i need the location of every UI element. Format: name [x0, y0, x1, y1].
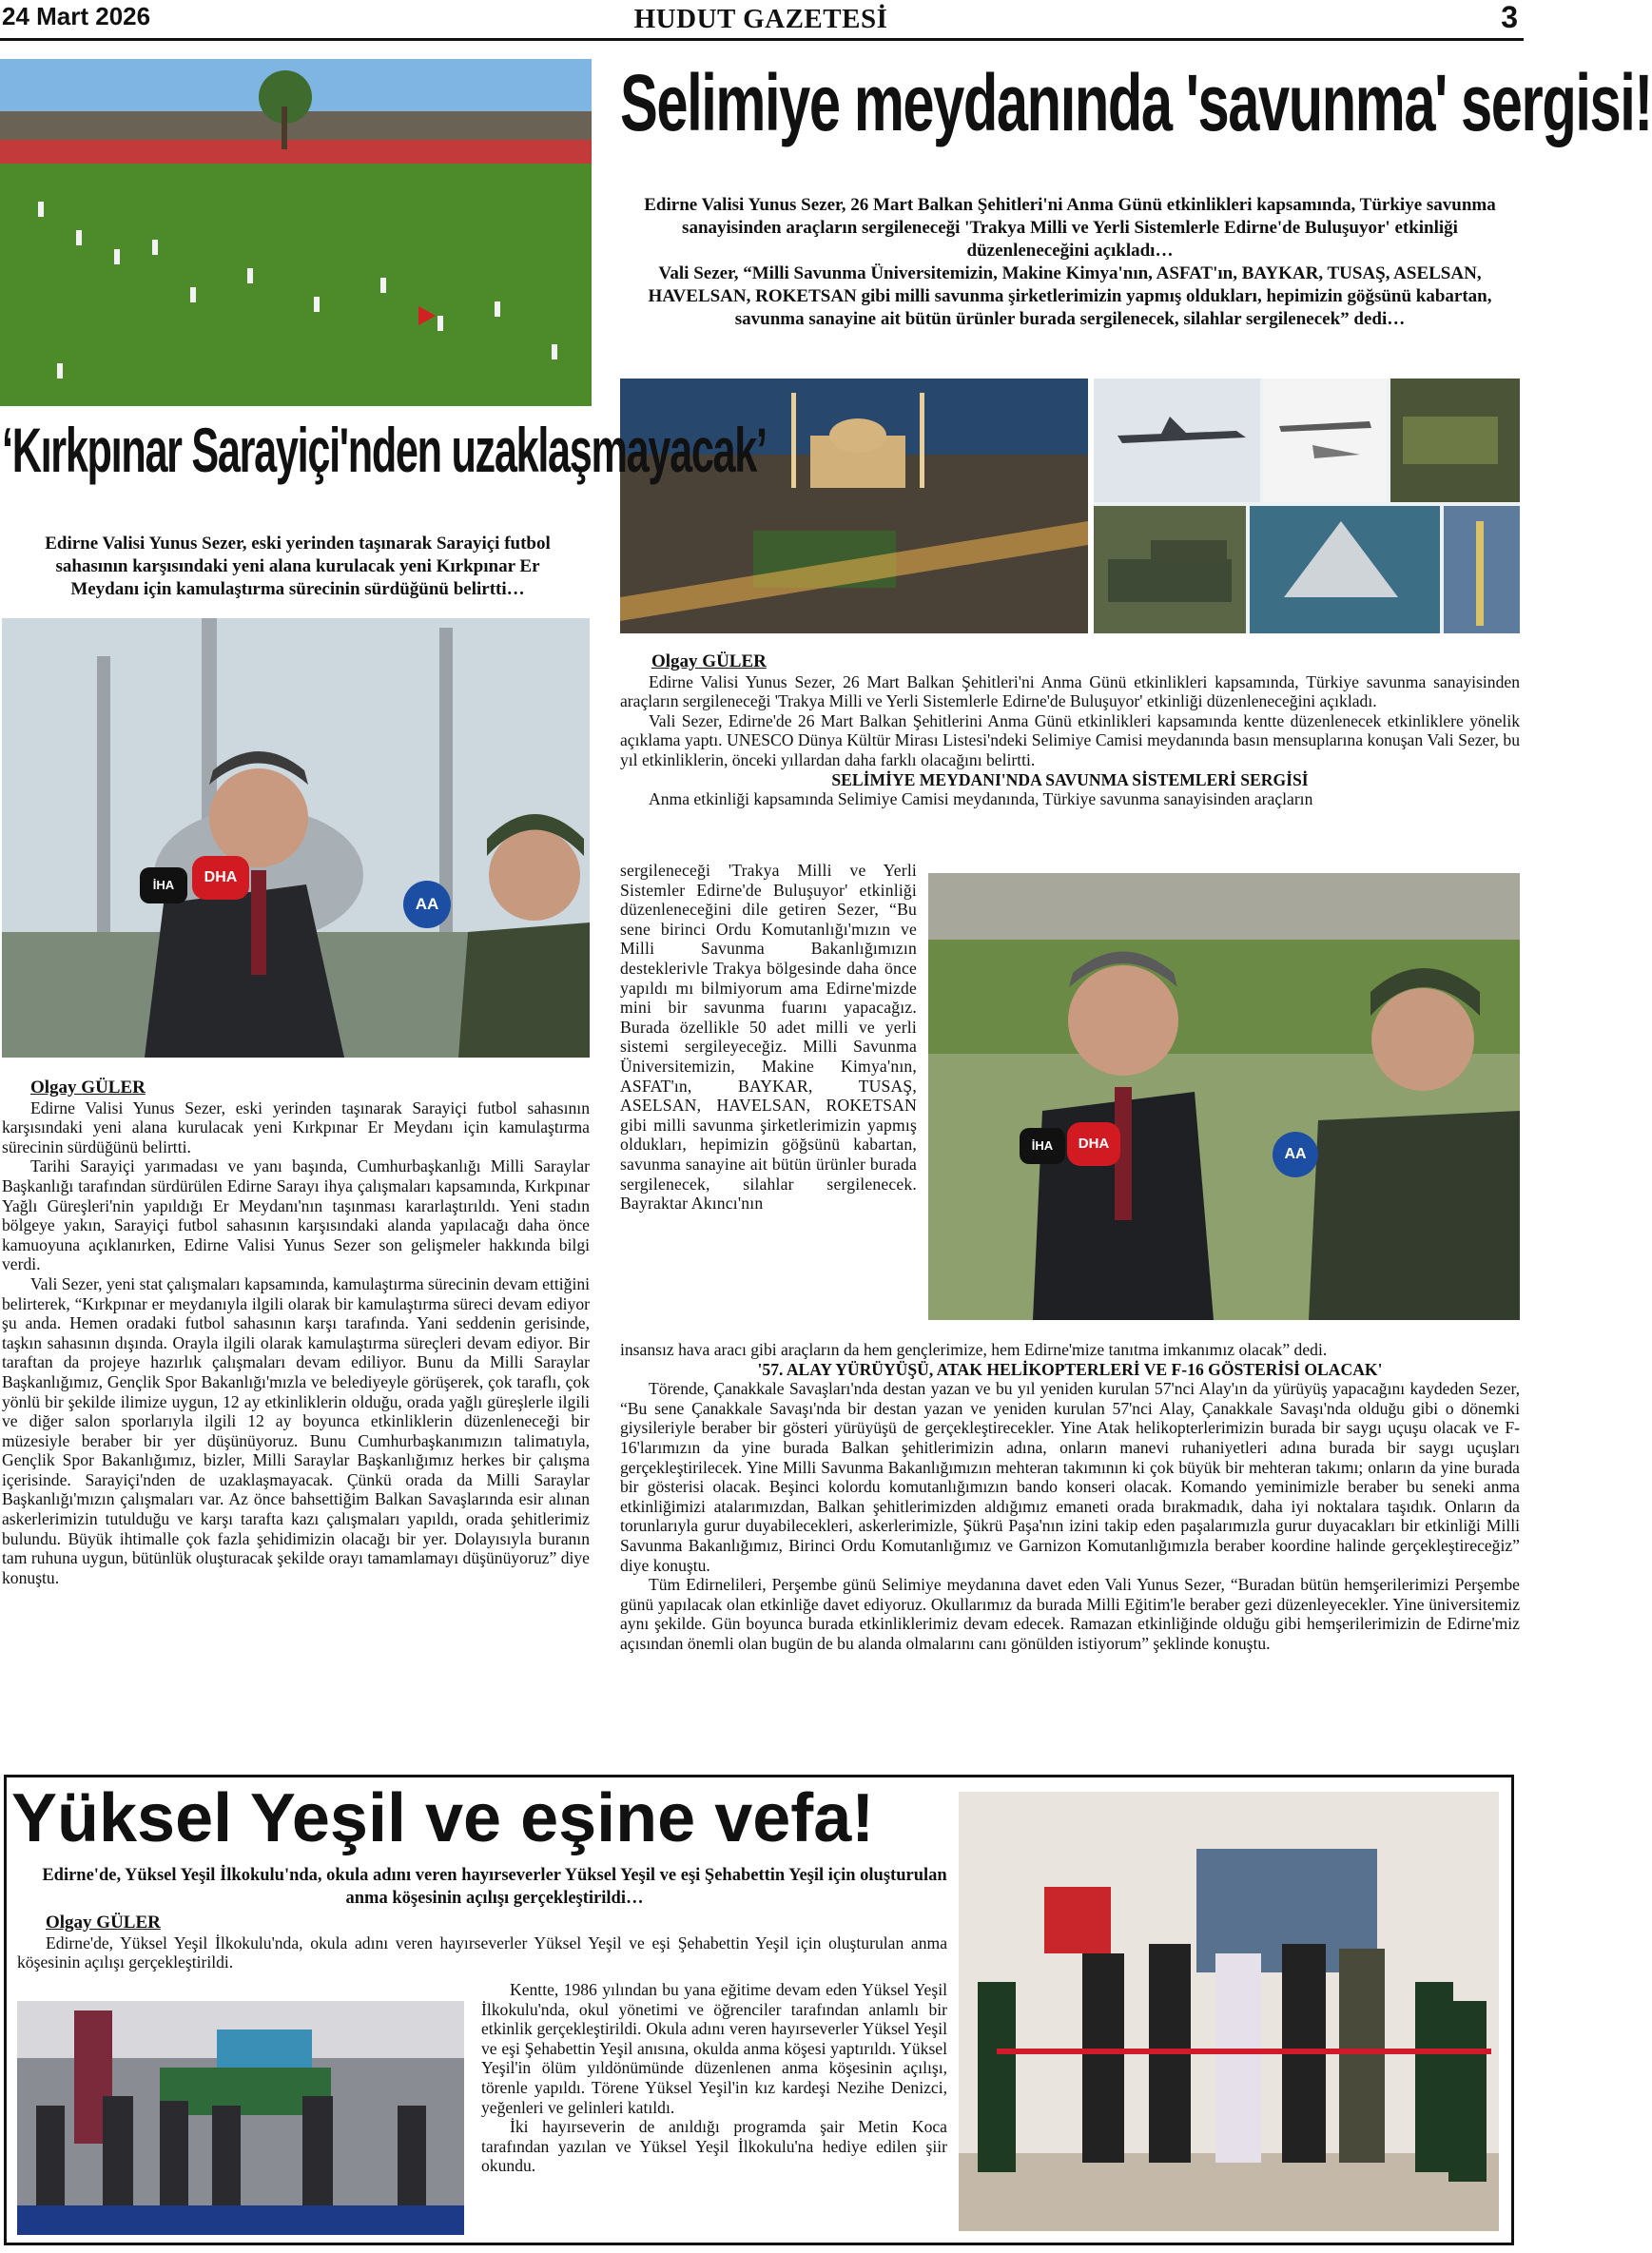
selimiye-paragraph-2: Vali Sezer, Edirne'de 26 Mart Balkan Şehitlerini Anma Günü etkinlikleri kapsamında kentte düzenlenecek etkinliklere yönelik açıklama yaptı. UNESCO Dünya Kültür Mirası Listesi'ndeki Selimiye Camisi meydanında basın mensuplarına konuşan Vali Sezer, bu yıl etkinliklerin, önceki yıllardan daha farklı olacağını belirtti. — [620, 710, 1520, 769]
mic-badge-aa-2: AA — [1273, 1132, 1318, 1177]
selimiye-paragraph-1: Edirne Valisi Yunus Sezer, 26 Mart Balkan Şehitleri'ni Anma Günü etkinlikleri kapsamında, Türkiye savunma sanayisinden araçların sergileneceği 'Trakya Milli ve Yerli Sistemlerle Edirne'de Buluşuyor' etkinliği düzenleneceğini açıkladı. — [620, 671, 1520, 711]
byline-kirkpinar: Olgay GÜLER — [30, 1078, 146, 1097]
selimiye-paragraph-3c: insansız hava aracı gibi araçların da hem gençlerimize, hem Edirne'mize tanıtma imkanımız olacak” dedi. — [620, 1340, 1328, 1359]
byline-yuksel-yesil: Olgay GÜLER — [46, 1913, 161, 1933]
photo-school-group — [17, 2001, 464, 2235]
headline-selimiye: Selimiye meydanında 'savunma' sergisi! — [620, 58, 1652, 147]
page-number: 3 — [1501, 0, 1518, 34]
selimiye-paragraph-5: Tüm Edirnelileri, Perşembe günü Selimiye meydanına davet eden Vali Yunus Sezer, “Buradan bütün hemşerilerimizi Perşembe günü yapılacak olan etkinliğe davet ediyoruz. Okullarımız da burada Milli Eğitim'le beraber gezi düzenleyecekler. Yine üniversitemiz aynı şekilde. Gün boyunca burada etkinliklerimiz devam edecek. Ramazan etkinliğinde olduğu gibi hemşerilerimizin de Edirne'miz açısından önemli olan bugün de bu alanda olmalarını canı gönülden istiyorum” şeklinde konuştu. — [620, 1575, 1520, 1653]
yuksel-paragraph-2: Kentte, 1986 yılından bu yana eğitime devam eden Yüksel Yeşil İlkokulu'nda, okul yönetimi ve öğrenciler tarafından anlamlı bir etkinlik gerçekleştirildi. Okula adını veren hayırseverler Yüksel Yeşil ve eşi Şehabettin Yeşil anısına, okulda anma köşesi yaptırıldı. Yüksel Yeşil'in ölüm yıldönümünde düzenlenen anma köşesinin açılışı, törenle yapıldı. Törene Yüksel Yeşil'in kız kardeşi Nezihe Denizci, yeğenleri ve gelinleri katıldı. — [481, 1980, 947, 2117]
newspaper-name: HUDUT GAZETESİ — [633, 4, 888, 34]
lead-selimiye — [620, 194, 1520, 331]
photo-defense-collage — [1094, 379, 1520, 633]
article-yuksel-yesil-top — [17, 1913, 947, 1972]
subhead-alay-yuruyusu: '57. ALAY YÜRÜYÜŞÜ, ATAK HELİKOPTERLERİ VE F-16 GÖSTERİSİ OLACAK' — [757, 1359, 1383, 1379]
photo-governor-mosque — [2, 618, 590, 1058]
selimiye-paragraph-3a: Anma etkinliği kapsamında Selimiye Camisi meydanında, Türkiye savunma sanayisinden araçların — [649, 789, 1313, 809]
mic-badge-dha-1: DHA — [192, 856, 249, 900]
photo-ribbon-ceremony — [959, 1792, 1499, 2231]
headline-kirkpinar: ‘Kırkpınar Sarayiçi'nden uzaklaşmayacak’ — [2, 415, 767, 485]
photo-kirkpinar-stadium — [0, 59, 592, 406]
yuksel-paragraph-3: İki hayırseverin de anıldığı programda şair Metin Koca tarafından yazılan ve Yüksel Yeşil İlkokulu'na hediye edilen şiir okundu. — [481, 2117, 947, 2176]
header-date: 24 Mart 2026 — [2, 2, 151, 30]
kirkpinar-paragraph-1: Edirne Valisi Yunus Sezer, eski yerinden taşınarak Sarayiçi futbol sahasının karşısındaki yeni alana kurulacak yeni Kırkpınar Er Meydanı için kamulaştırma sürecinin sürdüğünü belirtti. — [2, 1097, 590, 1156]
yuksel-paragraph-1: Edirne'de, Yüksel Yeşil İlkokulu'nda, okula adını veren hayırseverler Yüksel Yeşil ve eşi Şehabettin Yeşil için oluşturulan anma köşesinin açılışı gerçekleştirildi. — [17, 1933, 947, 1972]
article-yuksel-yesil-col — [481, 1980, 947, 2176]
article-selimiye-body-bottom — [620, 1340, 1520, 1654]
subhead-savunma-sergisi: SELİMİYE MEYDANI'NDA SAVUNMA SİSTEMLERİ SERGİSİ — [831, 769, 1309, 789]
lead-selimiye-1: Edirne Valisi Yunus Sezer, 26 Mart Balkan Şehitleri'ni Anma Günü etkinlikleri kapsamında, Türkiye savunma sanayisinden araçların sergileneceği 'Trakya Milli ve Yerli Sistemlerle Edirne'de Buluşuyor' etkinliği düzenleneceğini açıkladı… — [644, 195, 1496, 261]
article-selimiye-body-top — [620, 652, 1520, 809]
kirkpinar-paragraph-3: Vali Sezer, yeni stat çalışmaları kapsamında, kamulaştırma sürecinin devam ettiğini belirterek, “Kırkpınar er meydanıyla ilgili olarak bir kamulaştırma süreci devam ediyor şu anda. Hemen oradaki futbol sahasının karşı tarafında. Yani seddenin gerisinde, taşkın sahasının dışında. Orayla ilgili olarak kamulaştırma süreçleri devam ediyor. Bir taraftan da projeye hazırlık çalışmaları devam ediliyor. Bunu da Milli Saraylar Başkanlığımız, Gençlik Spor Bakanlığı'mızla ve belediyeyle görüşerek, çok taraflı, çok yönlü bir şekilde ilimize uygun, 12 ay etkinliklerin olduğu, orada yağlı güreşlerle ilgili ve diğer salon sporlarıyla ilgili 12 ay boyunca etkinliklerin düzenleneceği bir müzesiyle beraber bir yer düşünüyoruz. Bunu Cumhurbaşkanımızın talimatıyla, Gençlik Spor Bakanlığımız, bizler, Milli Saraylar Başkanlığımız herkes bir çalışma içerisinde. Sarayiçi'nden de uzaklaşmayacak. Çünkü orada da Milli Saraylar Başkanlığı'mızın çalışmaları var. Az önce bahsettiğim Balkan Savaşlarında esir alınan askerlerimizin tutulduğu ve karşı tarafta kazı çalışmaları yapıldı, orada şehitlerimiz bulundu. Büyük ihtimalle çok fazla şehidimizin olacağı bir yer. Dolayısıyla buranın tam ruhuna uygun, bütünlük oluşturacak şekilde orayı tamamlamayı düşünüyoruz” diye konuştu. — [2, 1273, 591, 1587]
lead-yuksel-yesil: Edirne'de, Yüksel Yeşil İlkokulu'nda, okula adını veren hayırseverler Yüksel Yeşil ve eşi Şehabettin Yeşil için oluşturulan anma köşesinin açılışı gerçekleştirildi… — [42, 1866, 947, 1908]
mic-badge-iha-2: İHA — [1020, 1128, 1065, 1164]
article-kirkpinar-body — [2, 1078, 590, 1587]
headline-yuksel-yesil: Yüksel Yeşil ve eşine vefa! — [11, 1780, 875, 1856]
photo-governor-general — [928, 873, 1520, 1320]
header-rule — [0, 38, 1524, 41]
mic-badge-iha-1: İHA — [140, 867, 187, 903]
byline-selimiye: Olgay GÜLER — [651, 651, 767, 671]
kirkpinar-paragraph-2: Tarihi Sarayiçi yarımadası ve yanı başında, Cumhurbaşkanlığı Milli Saraylar Başkanlığı tarafından sürdürülen Edirne Sarayı ihya çalışmaları kapsamında, Kırkpınar Yağlı Güreşleri'nin yapıldığı Er Meydanı'nın taşınması kararlaştırıldı. Yeni stadın bölgeye yakın, Sarayiçi futbol sahasının karşısındaki alanda yapılacağı daha önce kamuoyuna açıklanırken, Edirne Valisi Yunus Sezer son gelişmeler hakkında bilgi verdi. — [2, 1156, 590, 1274]
article-selimiye-body-column — [620, 861, 917, 1214]
selimiye-paragraph-4: Törende, Çanakkale Savaşları'nda destan yazan ve bu yıl yeniden kurulan 57'nci Alay'ın da yürüyüş yapacağını kaydeden Sezer, “Bu sene Çanakkale Savaşı'nda bir destan yazan ve yeniden kurulan 57'nci Alay, Çanakkale Savaşı'nda olduğu gibi o dönemki giysileriyle beraber bir gösteri yürüyüşü de gerçekleştirecekler. Yine Atak helikopterlerimizin burada bir saygı uçuşu olacak ve F-16'larımızın da yine burada Balkan şehitlerimizin adına, onların manevi ruhaniyetleri adına burada bir saygı uçuşları gerçekleştirilecek. Yine Milli Savunma Bakanlığımızın mehteran takımının ki çok büyük bir mehteran takımı; onların da yine burada bir gösterisi olacak. Beşinci kolordu komutanlığımızın bando konseri olacak. Komando yeminimizle beraber bu seneki anma etkinliğimizi atalarımızdan, Balkan şehitlerimizden aldığımız emaneti orada bırakmadık, daha iyi noktalara taşıdık. Onların da torunlarıyla gurur duyabilecekleri, askerlerimizle, Şükrü Paşa'nın izini takip eden paşalarımızla gurur duyacakları bir etkinliği Milli Savunma Bakanlığımız, Birinci Ordu Komutanlığımız ve Garnizon Komutanlığımızla beraber koordine halinde gerçekleştireceğiz” diye konuştu. — [620, 1379, 1520, 1575]
lead-kirkpinar: Edirne Valisi Yunus Sezer, eski yerinden taşınarak Sarayiçi futbol sahasının karşısındaki yeni alana kurulacak yeni Kırkpınar Er Meydanı için kamulaştırma sürecinin sürdüğünü belirtti… — [45, 534, 551, 599]
lead-selimiye-2: Vali Sezer, “Milli Savunma Üniversitemizin, Makine Kimya'nın, ASFAT'ın, BAYKAR, TUSAŞ, ASELSAN, HAVELSAN, ROKETSAN gibi milli savunma şirketlerimizin yapmış oldukları, hepimizin göğsünü kabartan, savunma sanayine ait bütün ürünler burada sergilenecek, silahlar sergilenecek” dedi… — [648, 263, 1492, 329]
mic-badge-aa-1: AA — [403, 881, 451, 928]
selimiye-paragraph-3b: sergileneceği 'Trakya Milli ve Yerli Sistemler Edirne'de Buluşuyor' etkinliği düzenleneceğini dile getiren Sezer, “Bu sene birinci Ordu Komutanlığı'mızın ve Milli Savunma Bakanlığımızın desteklerivle Trakya bölgesinde daha önce yapıldı mı bilmiyorum ama Edirne'mizde mini bir savunma fuarını yapacağız. Burada özellikle 50 adet milli ve yerli sistemi sergileyeceğiz. Milli Savunma Üniversitemizin, Makine Kimya'nın, ASFAT'ın, BAYKAR, TUSAŞ, ASELSAN, HAVELSAN, ROKETSAN gibi milli savunma şirketlerimizin yapmış oldukları, hepimizin göğsünü kabartan, savunma sanayine ait bütün ürünler burada sergilenecek, silahlar sergilenecek. Bayraktar Akıncı'nın — [620, 861, 917, 1214]
mic-badge-dha-2: DHA — [1067, 1122, 1120, 1166]
